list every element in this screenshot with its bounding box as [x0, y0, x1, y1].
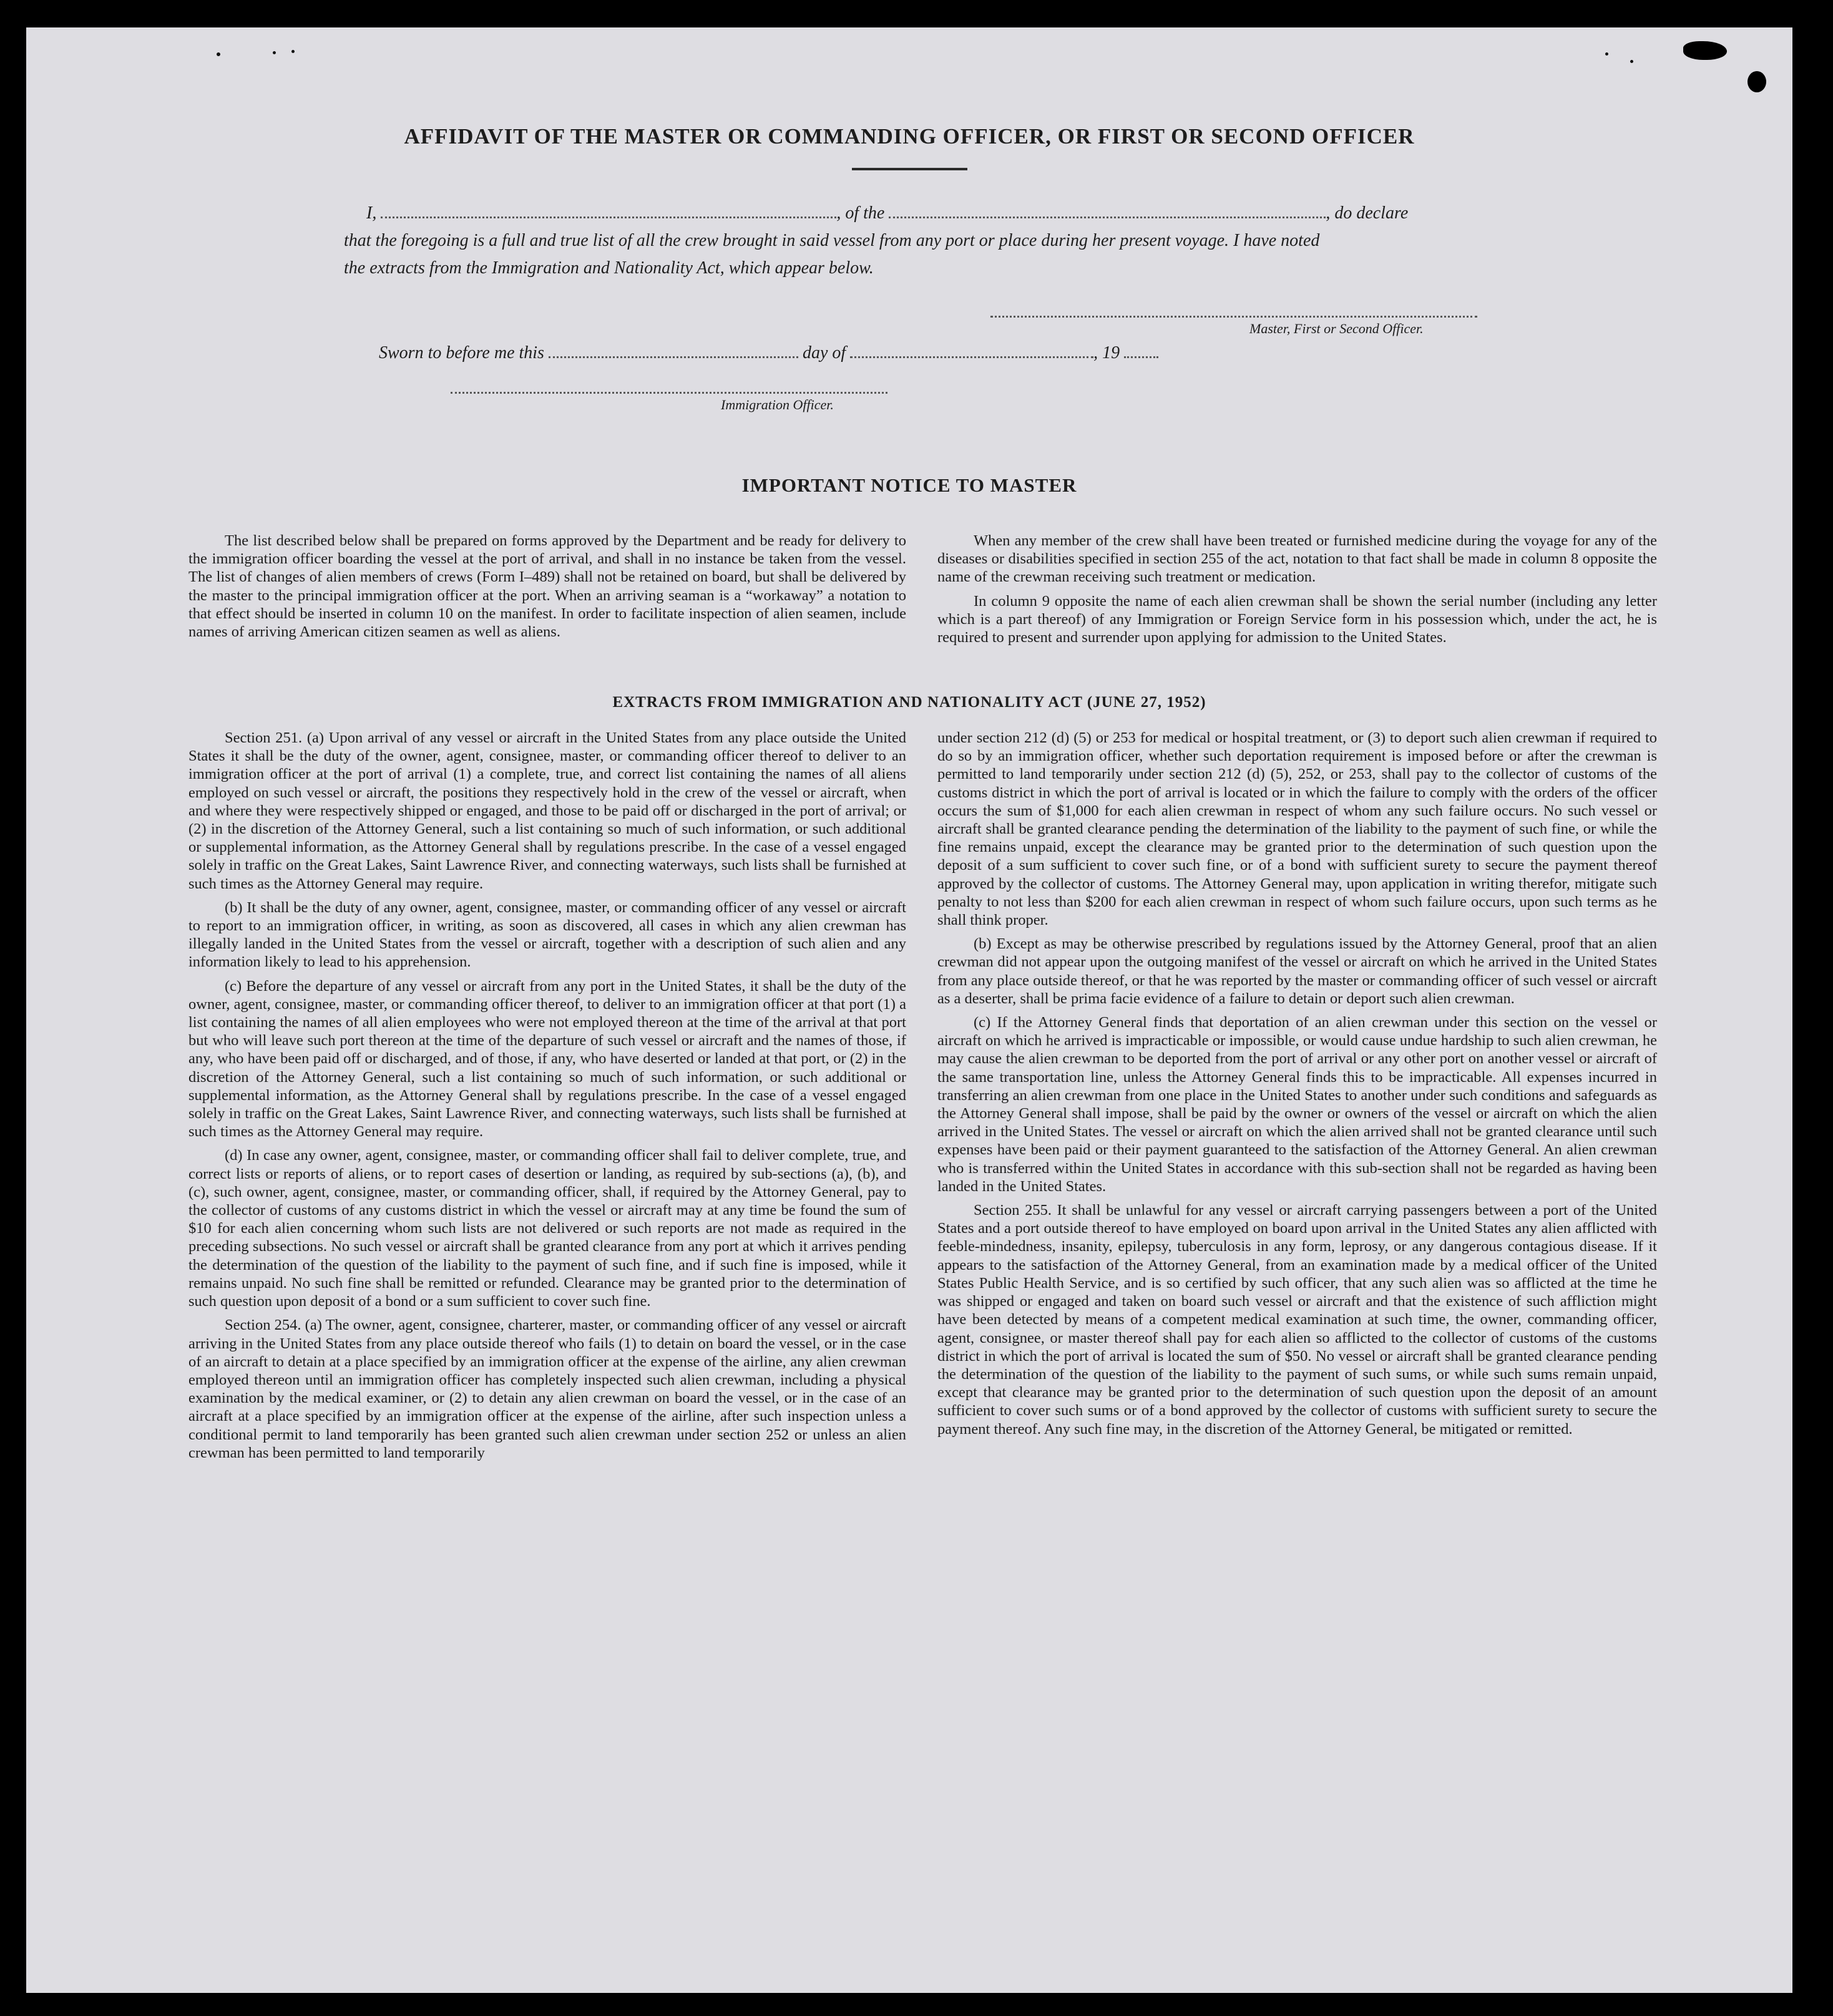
section-251-c: (c) Before the departure of any vessel or aircraft from any port in the United States, it shall be the duty of the owner, agent, consignee, master, or commanding officer thereof, to deliver to an immigration officer at that port (1) a list containing the names of all alien employees who were not employed thereon at the time of the arrival at that port but who will leave such port thereon at the time of the departure of such vessel or aircraft and the names of those, if any, who have been paid off or discharged, and of those, if any, who have deserted or landed at that port, or (2) in the discretion of the Attorney General, such a list containing so much of such information, or such additional or supplemental information, as the Attorney General shall by regulations prescribe. In the case of a vessel engaged solely in traffic on the Great Lakes, Saint Lawrence River, and connecting waterways, such lists shall be furnished at such times as the Attorney General may require.	[188, 977, 906, 1141]
vessel-blank	[889, 216, 1326, 218]
extracts-right-column	[937, 729, 1657, 1444]
speck	[217, 52, 220, 56]
notice-right-paragraph-1: When any member of the crew shall have been treated or furnished medicine during the voyage for any of the diseases or disabilities specified in section 255 of the act, notation to that fact shall be made in column 8 opposite the name of the crewman receiving such treatment or medication.	[937, 532, 1657, 586]
speck	[291, 50, 295, 53]
name-blank	[381, 216, 836, 218]
speck	[273, 51, 276, 54]
title-rule	[852, 168, 967, 170]
speck	[1630, 60, 1633, 63]
ink-dot	[1747, 71, 1766, 92]
year-blank	[1124, 356, 1158, 358]
do-declare-label: , do declare	[1326, 203, 1409, 223]
section-251-b: (b) It shall be the duty of any owner, agent, consignee, master, or commanding officer of any vessel or aircraft to report to an immigration officer, in writing, as soon as discovered, all cases in which any alien crewman has illegally landed in the United States from the vessel or aircraft, together with a description of such alien and any information likely to lead to his apprehension.	[188, 898, 906, 971]
section-255: Section 255. It shall be unlawful for any vessel or aircraft carrying passengers between a port of the United States and a port outside thereof to have employed on board upon arrival in the United States any alien afflicted with feeble-mindedness, insanity, epilepsy, tuberculosis in any form, leprosy, or any dangerous contagious disease. If it appears to the satisfaction of the Attorney General, from an examination made by a medical officer of the United States Public Health Service, and is so certified by such officer, that any such alien was so afflicted at the time he was shipped or engaged and taken on board such vessel or aircraft and that the existence of such affliction might have been detected by means of a competent medical examination at such time, the owner, commanding officer, agent, consignee, or master thereof shall pay for each alien so afflicted to the collector of customs of the customs district in which the port of arrival is located the sum of $50. No vessel or aircraft shall be granted clearance pending the determination of the question of the liability to the payment of such sums, or while such sums remain unpaid, except that clearance may be granted prior to the determination of such question upon the deposit of an amount sufficient to cover such sums or of a bond approved by the collector of customs with sufficient surety to secure the payment thereof. Any such fine may, in the discretion of the Attorney General, be mitigated or remitted.	[937, 1202, 1657, 1438]
section-254-b: (b) Except as may be otherwise prescribed by regulations issued by the Attorney General, proof that an alien crewman did not appear upon the outgoing manifest of the vessel or aircraft on which he arrived in the United States from any place outside thereof, or that he was reported by the master or commanding officer of such vessel or aircraft as a deserter, shall be prima facie evidence of a failure to detain or deport such alien crewman.	[937, 935, 1657, 1007]
sworn-day-blank	[549, 356, 798, 358]
section-251-a: Section 251. (a) Upon arrival of any vessel or aircraft in the United States from any place outside the United States it shall be the duty of the owner, agent, consignee, master, or commanding officer thereof to deliver to an immigration officer at the port of arrival (1) a complete, true, and correct list containing the names of all aliens employed on such vessel or aircraft, the positions they respectively hold in the crew of the vessel or aircraft, when and where they were respectively shipped or engaged, and those to be paid off or discharged in the port of arrival; or (2) in the discretion of the Attorney General, such a list containing so much of such information, or such additional or supplemental information, as the Attorney General shall by regulations prescribe. In the case of a vessel engaged solely in traffic on the Great Lakes, Saint Lawrence River, and connecting waterways, such lists shall be furnished at such times as the Attorney General may require.	[188, 729, 906, 892]
year-label: , 19	[1093, 343, 1120, 363]
section-254-c: (c) If the Attorney General finds that deportation of an alien crewman under this section on the vessel or aircraft on which he arrived is impracticable or impossible, or would cause undue hardship to such alien crewman, he may cause the alien crewman to be deported from the port of arrival or any other port on another vessel or aircraft of the same transportation line, unless the Attorney General finds this to be impracticable. All expenses incurred in transferring an alien crewman from one place in the United States to another under such conditions and safeguards as the Attorney General shall impose, shall be paid by the owner or owners of the vessel or aircraft on which the alien arrived in the United States. The vessel or aircraft on which the alien arrived shall not be granted clearance until such expenses have been paid or their payment guaranteed to the satisfaction of the Attorney General. An alien crewman who is transferred within the United States in accordance with this sub-section shall not be regarded as having been landed in the United States.	[937, 1014, 1657, 1195]
extracts-left-column	[188, 729, 906, 1468]
master-signature-line	[990, 316, 1477, 318]
notice-title: IMPORTANT NOTICE TO MASTER	[741, 474, 1077, 496]
declaration-line-1	[366, 203, 1408, 223]
sworn-label: Sworn to before me this	[379, 343, 544, 363]
section-254-a-continued: under section 212 (d) (5) or 253 for medical or hospital treatment, or (3) to deport such alien crewman if required to do so by an immigration officer, whether such deportation requirement is imposed before or after the crewman is permitted to land temporarily under section 212 (d) (5), 252, or 253, shall pay to the collector of customs of the customs district in which the port of arrival is located or in which the failure to comply with the orders of the officer occurs the sum of $1,000 for each alien crewman in respect of whom any such failure occurs. No such vessel or aircraft shall be granted clearance pending the determination of the liability to the payment of such fine, or while the fine remains unpaid, except the clearance may be granted prior to the determination of such question upon the deposit of a sum sufficient to cover such fine, or of a bond with sufficient surety to secure the payment thereof approved by the collector of customs. The Attorney General may, upon application in writing therefor, mitigate such penalty to not less than $200 for each alien crewman in respect of whom such failure occurs, upon such terms as he shall think proper.	[937, 729, 1657, 929]
document-page	[26, 27, 1792, 1993]
speck	[1605, 52, 1608, 56]
section-254-a: Section 254. (a) The owner, agent, consignee, charterer, master, or commanding officer of any vessel or aircraft arriving in the United States from any place outside thereof who fails (1) to detain on board the vessel, or in the case of an aircraft to detain at a place specified by an immigration officer at the expense of the airline, any alien crewman employed thereon until an immigration officer has completely inspected such alien crewman, including a physical examination by the medical examiner, or (2) to detain any alien crewman on board the vessel, or in the case of an aircraft at a place specified by an immigration officer at the expense of the airline, after such inspection unless a conditional permit to land temporarily has been granted such alien crewman under section 252 or unless an alien crewman has been permitted to land temporarily	[188, 1317, 906, 1461]
section-251-d: (d) In case any owner, agent, consignee, master, or commanding officer shall fail to deliver complete, true, and correct lists or reports of aliens, or to report cases of desertion or landing, as required by sub-sections (a), (b), and (c), such owner, agent, consignee, master, or commanding officer, shall, if required by the Attorney General, pay to the collector of customs of any customs district in which the vessel or aircraft may at any time be found the sum of $10 for each alien concerning whom such lists are not delivered or such reports are not made as required in the preceding subsections. No such vessel or aircraft shall be granted clearance from any port at which it arrives pending the determination of the question of the liability to the payment of such fine, and if such fine is imposed, while it remains unpaid. No such fine shall be remitted or refunded. Clearance may be granted prior to the determination of such question upon deposit of a bond or a sum sufficient to cover such fine.	[188, 1147, 906, 1310]
master-caption: Master, First or Second Officer.	[1249, 321, 1424, 336]
officer-caption: Immigration Officer.	[721, 397, 834, 412]
extracts-title: EXTRACTS FROM IMMIGRATION AND NATIONALITY ACT (JUNE 27, 1952)	[612, 694, 1206, 711]
sworn-line	[379, 343, 1158, 363]
ink-blot	[1683, 41, 1727, 60]
of-the-label: , of the	[836, 203, 885, 223]
notice-left-paragraph: The list described below shall be prepared on forms approved by the Department and be ready for delivery to the immigration officer boarding the vessel at the port of arrival, and shall in no instance be taken from the vessel. The list of changes of alien members of crews (Form I–489) shall not be retained on board, but shall be delivered by the master to the principal immigration officer at the port. When an arriving seaman is a “workaway” a notation to that effect should be inserted in column 10 on the manifest. In order to facilitate inspection of alien seamen, include names of arriving American citizen seamen as well as aliens.	[188, 532, 906, 641]
notice-left-column	[188, 532, 906, 646]
sworn-month-blank	[850, 356, 1093, 358]
declaration-line-2: that the foregoing is a full and true list of all the crew brought in said vessel from any port or place during her present voyage. I have noted	[344, 231, 1320, 250]
notice-right-column	[937, 532, 1657, 652]
declaration-line-3: the extracts from the Immigration and Nationality Act, which appear below.	[344, 258, 874, 278]
day-of-label: day of	[802, 343, 846, 363]
affidavit-title: AFFIDAVIT OF THE MASTER OR COMMANDING OFFICER, OR FIRST OR SECOND OFFICER	[404, 124, 1415, 149]
officer-signature-line	[451, 392, 887, 394]
i-label: I,	[366, 203, 377, 223]
notice-right-paragraph-2: In column 9 opposite the name of each alien crewman shall be shown the serial number (including any letter which is a part thereof) of any Immigration or Foreign Service form in his possession which, under the act, he is required to present and surrender upon applying for admission to the United States.	[937, 592, 1657, 646]
